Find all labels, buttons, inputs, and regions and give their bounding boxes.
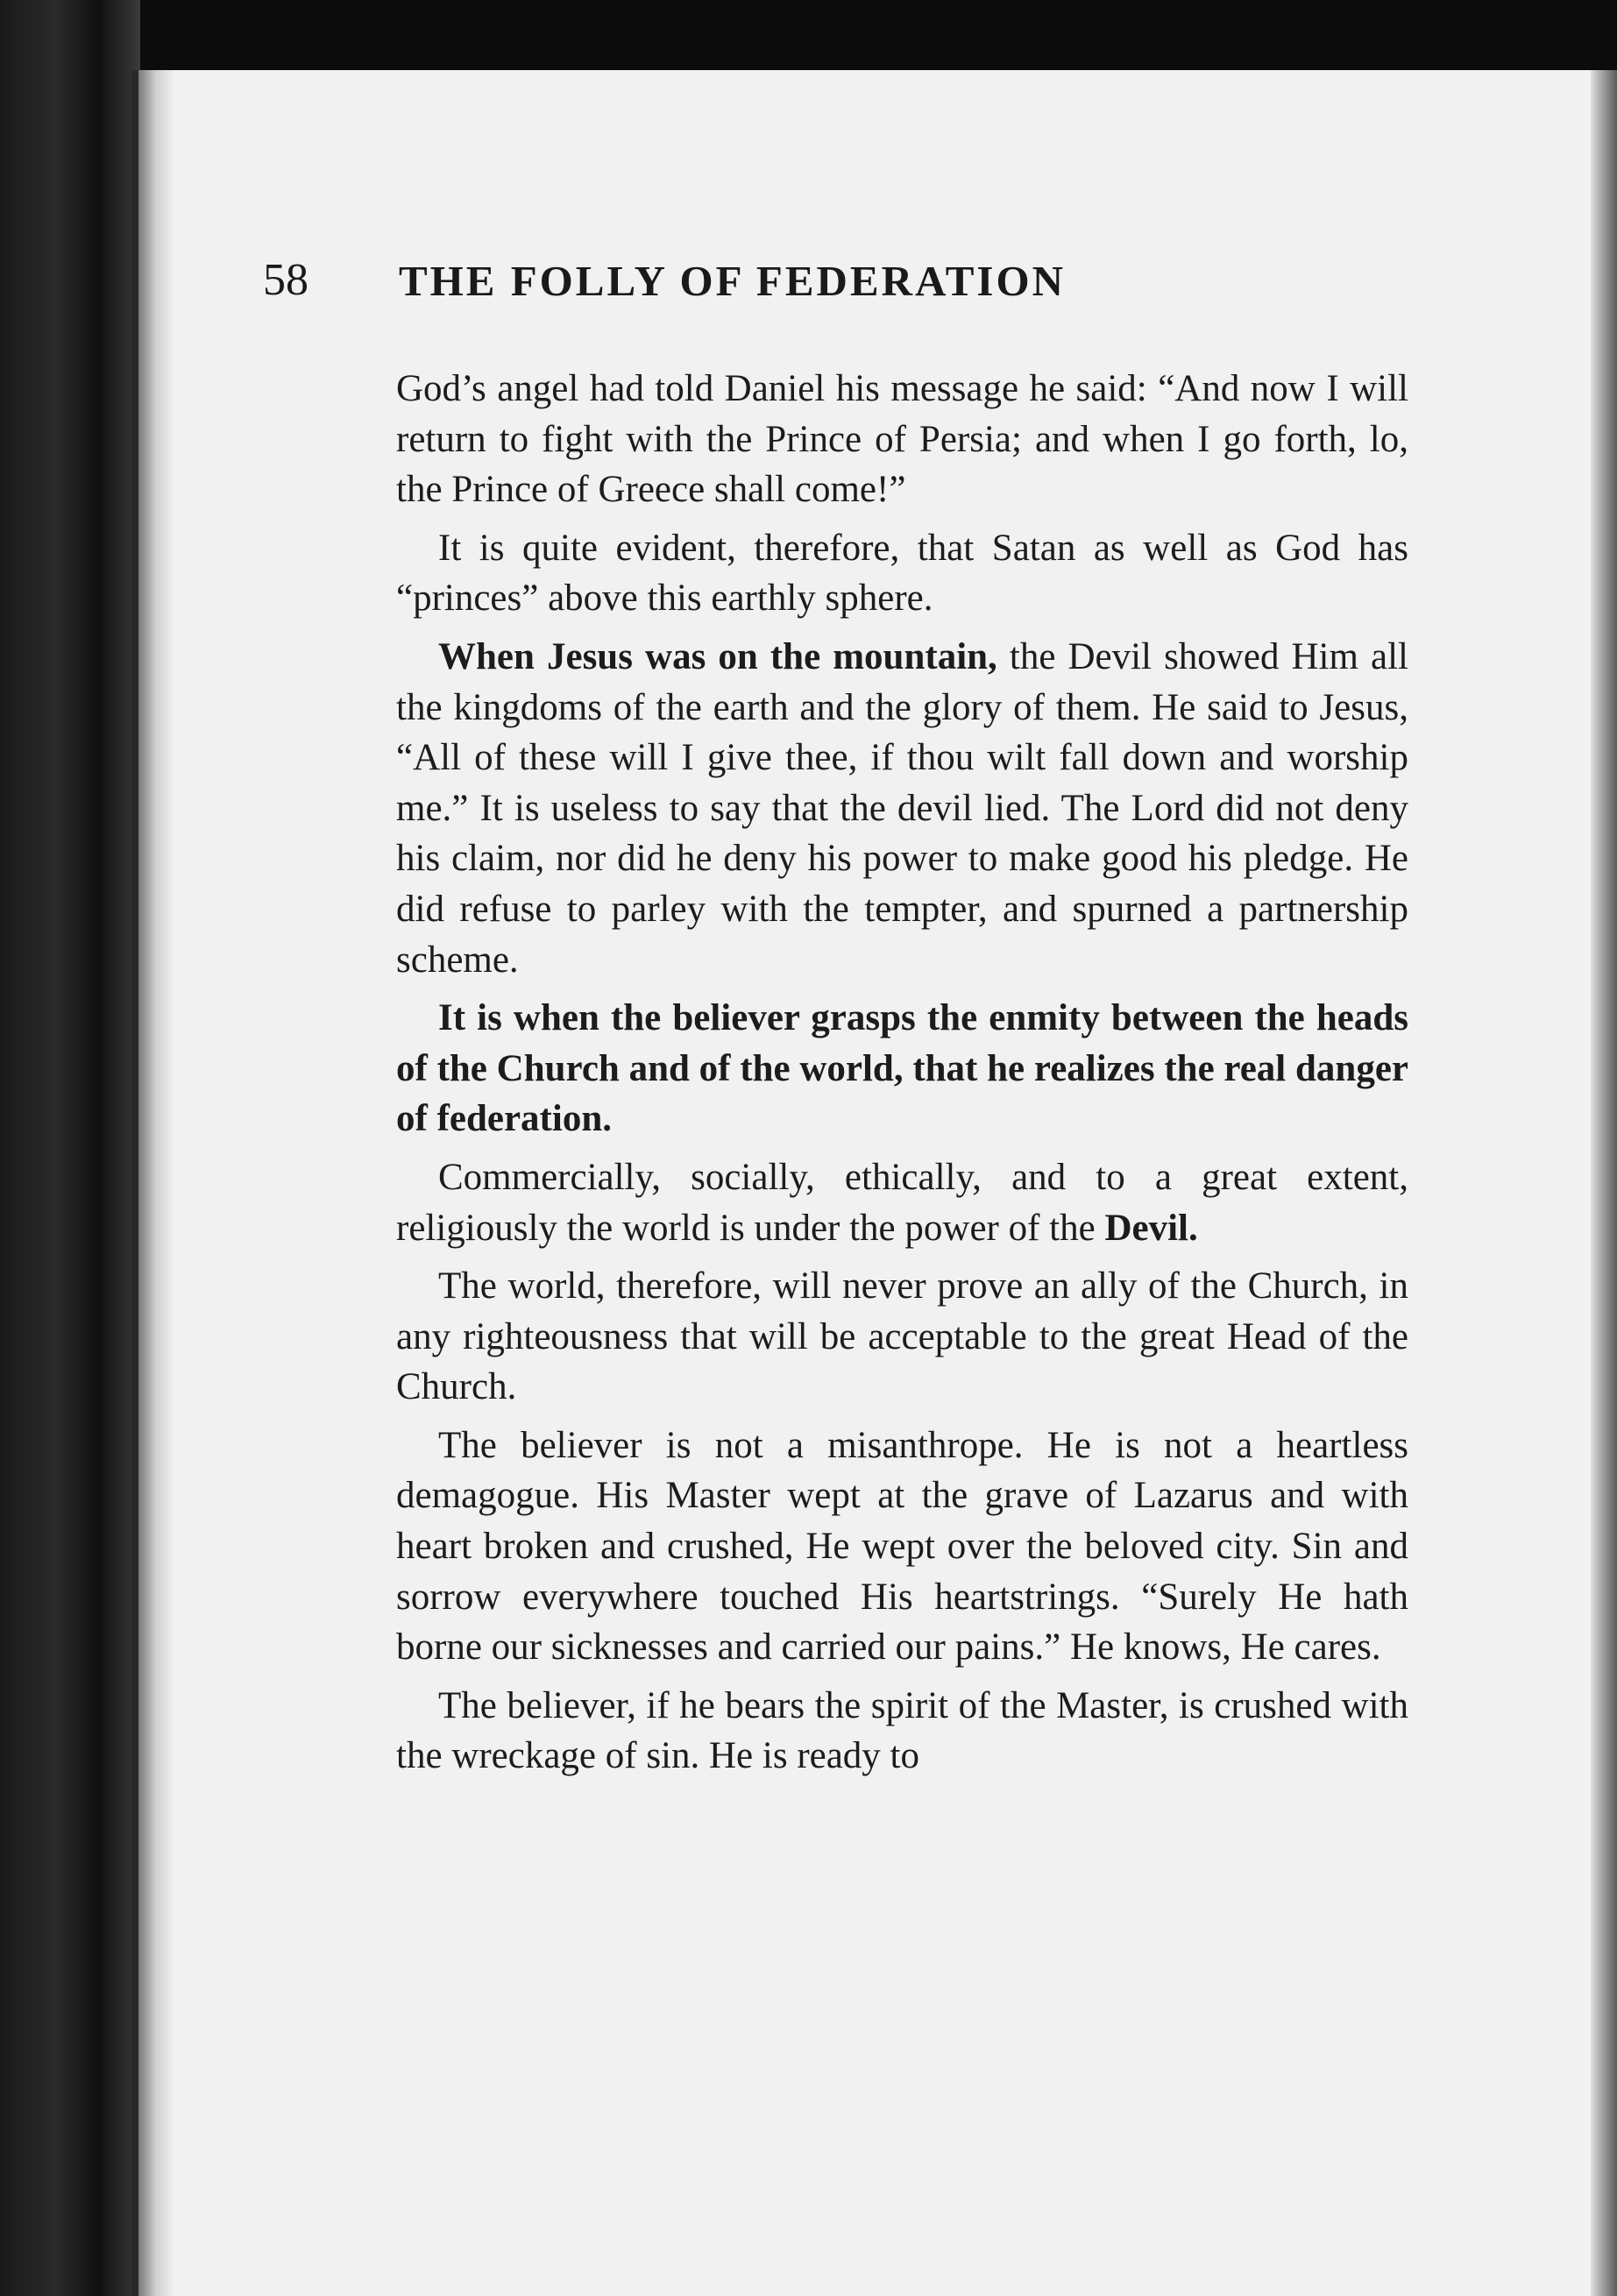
- bold-tail: Devil.: [1104, 1207, 1198, 1249]
- paragraph-text: God’s angel had told Daniel his message he said: “And now I will return to fight with the Prince of Persia; and when I go forth, lo, the Prince of Greece shall come!”: [396, 368, 1408, 511]
- scanner-background: [0, 0, 140, 2296]
- paragraph: [396, 1421, 1408, 1673]
- paragraph-text: It is quite evident, therefore, that Satan as well as God has “princes” above this earthly sphere.: [396, 527, 1408, 620]
- paragraph-text: the Devil showed Him all the kingdoms of the earth and the glory of them. He said to Jesus, “All of these will I give thee, if thou wilt fall down and worship me.” It is useless to say that the devil lied. The Lord did not deny his claim, nor did he deny his power to make good his pledge. He did refuse to parley with the tempter, and spurned a partnership scheme.: [396, 635, 1408, 981]
- paragraph: [396, 632, 1408, 985]
- paragraph-text: The believer, if he bears the spirit of the Master, is crushed with the wreckage of sin. He is ready to: [396, 1684, 1408, 1777]
- paragraph-text: The world, therefore, will never prove an ally of the Church, in any righteousness that will be acceptable to the great Head of the Church.: [396, 1265, 1408, 1408]
- running-title: THE FOLLY OF FEDERATION: [399, 257, 1067, 305]
- page-gutter-shadow: [138, 70, 174, 2296]
- bold-lead: When Jesus was on the mountain,: [438, 635, 997, 677]
- paragraph: [396, 1681, 1408, 1782]
- paragraph: [396, 1152, 1408, 1253]
- page-edge: [1591, 70, 1617, 2296]
- paragraph-text: Commercially, socially, ethically, and to a great extent, religiously the world is under the power of the: [396, 1156, 1408, 1249]
- paragraph: [396, 523, 1408, 624]
- paragraph: [396, 993, 1408, 1144]
- paragraph: [396, 1261, 1408, 1413]
- bold-lead: It is when the believer grasps the enmity between the heads of the Church and of the world, that he realizes the real danger of federation.: [396, 997, 1408, 1140]
- page-header: [263, 254, 1411, 324]
- paragraph-text: The believer is not a misanthrope. He is not a heartless demagogue. His Master wept at the grave of Lazarus and with heart broken and crushed, He wept over the beloved city. Sin and sorrow everywhere touched His heartstrings. “Surely He hath borne our sicknesses and carried our pains.” He knows, He cares.: [396, 1424, 1408, 1669]
- paragraph: [396, 364, 1408, 515]
- page-number: 58: [263, 255, 309, 305]
- body-text: [396, 364, 1408, 1789]
